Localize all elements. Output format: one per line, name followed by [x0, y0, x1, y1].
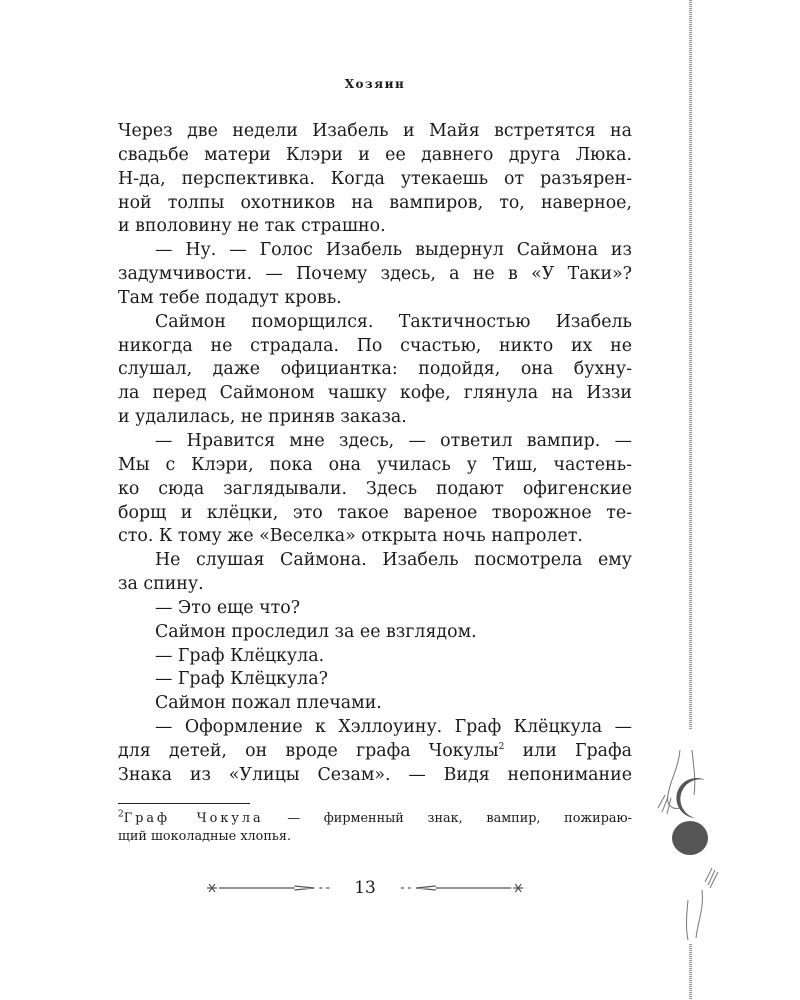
- line-text: Знака из «Улицы Сезам». — Видя непонимание: [118, 764, 632, 785]
- line-text: Саймон проследил за ее взглядом.: [155, 621, 477, 642]
- margin-dotted-line: [689, 944, 692, 1000]
- text-line: [118, 597, 632, 621]
- line-text: — Это еще что?: [155, 597, 301, 618]
- page-number-ornament: [205, 876, 525, 900]
- text-line: [118, 406, 632, 430]
- text-line: [118, 430, 632, 454]
- footnote-term: Граф Чокула: [123, 811, 264, 826]
- line-text: Через две недели Изабель и Майя встретятся на: [118, 121, 632, 141]
- moon-hands-ornament-icon: [650, 740, 730, 950]
- line-text: свадьбе матери Клэри и ее давнего друга Люка.: [118, 144, 632, 165]
- text-line: [118, 764, 632, 788]
- text-line: [118, 454, 632, 478]
- line-text: никогда не страдала. По счастью, никто их не: [118, 335, 632, 356]
- text-line: [118, 215, 632, 239]
- line-text: и удалилась, не приняв заказа.: [118, 407, 407, 428]
- text-line: [118, 287, 632, 311]
- line-text: Н-да, перспективка. Когда утекаешь от разъярен-: [118, 168, 632, 189]
- line-text: сто. К тому же «Веселка» открыта ночь напролет.: [118, 526, 583, 547]
- text-line: [118, 740, 632, 764]
- running-head: Хозяин: [344, 77, 406, 91]
- body-text: [118, 120, 632, 788]
- page-number: 13: [354, 878, 376, 898]
- footnote-text: щий шоколадные хлопья.: [118, 829, 292, 844]
- text-line: [118, 239, 632, 263]
- line-text: или Графа: [504, 740, 632, 761]
- text-line: [118, 168, 632, 192]
- line-text: борщ и клёцки, это такое вареное творожное те-: [118, 502, 632, 523]
- text-line: [118, 144, 632, 168]
- line-text: Там тебе подадут кровь.: [118, 287, 342, 308]
- line-text: — Ну. — Голос Изабель выдернул Саймона из: [155, 240, 632, 261]
- text-line: [118, 311, 632, 335]
- text-line: [118, 478, 632, 502]
- line-text: — Нравится мне здесь, — ответил вампир. —: [155, 430, 632, 451]
- text-line: [118, 382, 632, 406]
- ornament-right-icon: [386, 882, 525, 894]
- text-line: [118, 668, 632, 692]
- line-text: — Граф Клёцкула?: [155, 669, 328, 690]
- margin-dotted-line: [689, 0, 692, 730]
- line-text: Саймон поморщился. Тактичностью Изабель: [155, 311, 632, 332]
- line-text: для детей, он вроде графа Чокулы: [118, 740, 499, 761]
- text-line: [118, 645, 632, 669]
- line-text: задумчивости. — Почему здесь, а не в «У Таки»?: [118, 264, 632, 285]
- text-line: [118, 525, 632, 549]
- text-line: [118, 192, 632, 216]
- line-text: Мы с Клэри, пока она училась у Тиш, частень-: [118, 454, 632, 475]
- text-line: [118, 716, 632, 740]
- text-line: [118, 692, 632, 716]
- text-line: [118, 358, 632, 382]
- line-text: — Оформление к Хэллоуину. Граф Клёцкула —: [155, 717, 632, 738]
- line-text: Не слушая Саймона. Изабель посмотрела ему: [155, 550, 632, 571]
- line-text: ко сюда заглядывали. Здесь подают офигенские: [118, 478, 632, 499]
- line-text: — Граф Клёцкула.: [155, 645, 325, 666]
- text-line: [118, 573, 632, 597]
- line-text: ной толпы охотников на вампиров, то, наверное,: [118, 192, 632, 213]
- line-text: за спину.: [118, 574, 204, 595]
- footnote-mark: 2: [118, 809, 124, 820]
- footnote: [118, 810, 632, 846]
- ornament-left-icon: [205, 882, 344, 894]
- text-line: [118, 263, 632, 287]
- line-text: ла перед Саймоном чашку кофе, глянула на Иззи: [118, 383, 632, 404]
- text-line: [118, 621, 632, 645]
- footnote-text: — фирменный знак, вампир, пожираю-: [263, 811, 632, 826]
- footnote-rule: [118, 803, 250, 804]
- footnote-ref: 2: [498, 742, 505, 753]
- text-line: [118, 120, 632, 144]
- text-line: [118, 502, 632, 526]
- line-text: и вполовину не так страшно.: [118, 216, 386, 237]
- line-text: Саймон пожал плечами.: [155, 693, 382, 714]
- text-line: [118, 549, 632, 573]
- line-text: слушал, даже официантка: подойдя, она бухну-: [118, 359, 632, 380]
- text-line: [118, 335, 632, 359]
